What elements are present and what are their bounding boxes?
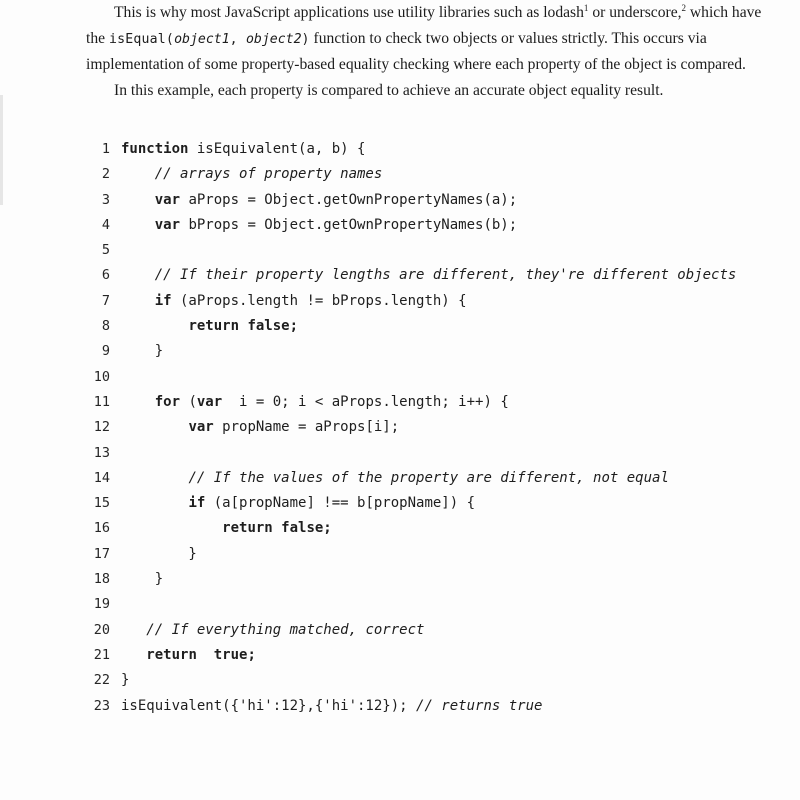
line-number: 22	[93, 672, 110, 689]
line-number: 20	[93, 621, 110, 638]
line-number: 21	[93, 646, 110, 663]
code-text	[121, 542, 197, 567]
line-number: 1	[101, 141, 110, 157]
code-text	[121, 516, 332, 541]
code-line	[86, 162, 766, 187]
code-text	[121, 643, 256, 668]
code-token: }	[121, 672, 130, 689]
line-number: 14	[93, 469, 110, 486]
code-comment: // If the values of the property are different, not equal	[188, 469, 669, 486]
code-text	[121, 618, 424, 643]
line-number: 18	[93, 571, 110, 588]
paragraph-example-intro: In this example, each property is compared to achieve an accurate object equality result.	[114, 81, 664, 99]
code-token	[121, 192, 155, 208]
code-line	[86, 542, 766, 567]
code-text	[121, 289, 467, 314]
code-keyword: return false;	[188, 318, 299, 335]
code-token: (a[propName] !== b[propName]) {	[205, 495, 476, 512]
code-line	[86, 466, 766, 491]
code-token: propName = aProps[i];	[213, 419, 400, 436]
code-text	[121, 415, 399, 440]
code-token	[121, 419, 188, 435]
code-line	[86, 516, 766, 541]
code-keyword: var	[154, 191, 181, 208]
code-token	[121, 394, 155, 410]
line-number: 15	[93, 495, 110, 512]
code-token: aProps = Object.getOwnPropertyNames(a);	[180, 191, 518, 208]
code-token: }	[121, 571, 164, 588]
code-keyword: var	[196, 393, 223, 410]
line-number: 8	[101, 318, 110, 335]
code-token: isEquivalent({'hi':12},{'hi':12});	[121, 697, 417, 714]
paragraph-text: which have the	[86, 4, 762, 47]
code-keyword: var	[188, 419, 214, 436]
code-line	[86, 238, 766, 263]
code-token: i = 0; i < aProps.length; i++) {	[222, 393, 509, 410]
code-keyword: for	[154, 393, 181, 410]
code-token	[121, 495, 188, 511]
line-number: 3	[101, 191, 110, 208]
code-line	[86, 365, 766, 390]
line-number: 5	[101, 242, 110, 259]
code-line	[86, 694, 766, 719]
line-number: 4	[101, 216, 110, 233]
code-line	[86, 339, 766, 364]
code-token	[121, 520, 222, 536]
inline-code-close-paren: )	[301, 31, 310, 47]
line-number: 7	[101, 292, 110, 309]
code-text	[121, 339, 163, 364]
code-comment: // If everything matched, correct	[146, 621, 425, 638]
code-text	[121, 491, 475, 516]
paragraph-text: This is why most JavaScript applications use utility libraries such as lodash	[114, 4, 584, 21]
line-number: 13	[93, 444, 110, 461]
page-edge-shadow	[0, 95, 3, 205]
code-text	[121, 137, 365, 162]
code-line	[86, 441, 766, 466]
code-line	[86, 263, 766, 288]
code-keyword: return false;	[222, 520, 332, 537]
code-keyword: return true;	[146, 646, 256, 663]
code-token: (	[180, 393, 197, 410]
code-keyword: if	[154, 292, 172, 309]
inline-code-isequal: isEqual(	[108, 31, 175, 47]
code-text	[121, 466, 669, 491]
code-line	[86, 668, 766, 693]
paragraph-utility-libraries	[86, 0, 766, 78]
code-token: (aProps.length != bProps.length) {	[171, 292, 467, 309]
line-number: 17	[93, 545, 110, 562]
code-text	[121, 694, 542, 719]
line-number: 16	[93, 520, 110, 537]
paragraph-text: or underscore,	[588, 4, 682, 21]
code-token	[121, 470, 188, 486]
code-token	[121, 318, 188, 334]
line-number: 6	[101, 267, 110, 284]
code-token: }	[121, 545, 197, 562]
code-line	[86, 592, 766, 617]
code-line	[86, 213, 766, 238]
code-line	[86, 188, 766, 213]
footnote-marker-2: 2	[681, 2, 687, 13]
code-line	[86, 390, 766, 415]
code-text	[121, 213, 517, 238]
code-text	[121, 188, 517, 213]
code-line	[86, 643, 766, 668]
code-token	[121, 622, 146, 638]
code-token: isEquivalent(a, b) {	[188, 141, 366, 157]
inline-code-comma: ,	[229, 31, 246, 47]
code-line	[86, 415, 766, 440]
code-line	[86, 314, 766, 339]
code-line	[86, 289, 766, 314]
code-token: }	[121, 343, 164, 360]
code-text	[121, 314, 298, 339]
line-number: 2	[101, 166, 110, 183]
code-comment: // If their property lengths are different, they're different objects	[154, 267, 737, 284]
code-text	[121, 390, 509, 415]
code-line	[86, 618, 766, 643]
paragraph-text: function to check two objects or values strictly. This occurs via implementation of some property-based equality checking where each property of the object is compared.	[86, 29, 746, 73]
code-text	[121, 668, 129, 693]
code-token	[121, 217, 155, 233]
code-line	[86, 567, 766, 592]
code-keyword: if	[188, 495, 206, 512]
code-token	[121, 166, 155, 182]
line-number: 11	[93, 393, 110, 410]
code-token: bProps = Object.getOwnPropertyNames(b);	[180, 216, 518, 233]
inline-code-param-object2: object2	[245, 31, 302, 47]
line-number: 9	[101, 343, 110, 360]
code-listing	[86, 137, 766, 719]
line-number: 23	[93, 697, 110, 714]
code-keyword: function	[121, 141, 189, 157]
code-text	[121, 162, 382, 187]
code-text	[121, 567, 163, 592]
code-token	[121, 267, 155, 283]
code-line	[86, 491, 766, 516]
code-comment: // arrays of property names	[154, 166, 383, 183]
body-text	[86, 0, 766, 103]
footnote-marker-1: 1	[583, 2, 589, 13]
code-text	[121, 263, 736, 288]
code-token	[121, 293, 155, 309]
line-number: 19	[93, 596, 110, 613]
line-number: 10	[93, 368, 110, 385]
code-comment: // returns true	[416, 697, 543, 714]
code-token	[121, 647, 146, 663]
code-keyword: var	[154, 216, 181, 233]
inline-code-param-object1: object1	[174, 31, 230, 47]
line-number: 12	[93, 419, 110, 436]
code-line	[86, 137, 766, 162]
